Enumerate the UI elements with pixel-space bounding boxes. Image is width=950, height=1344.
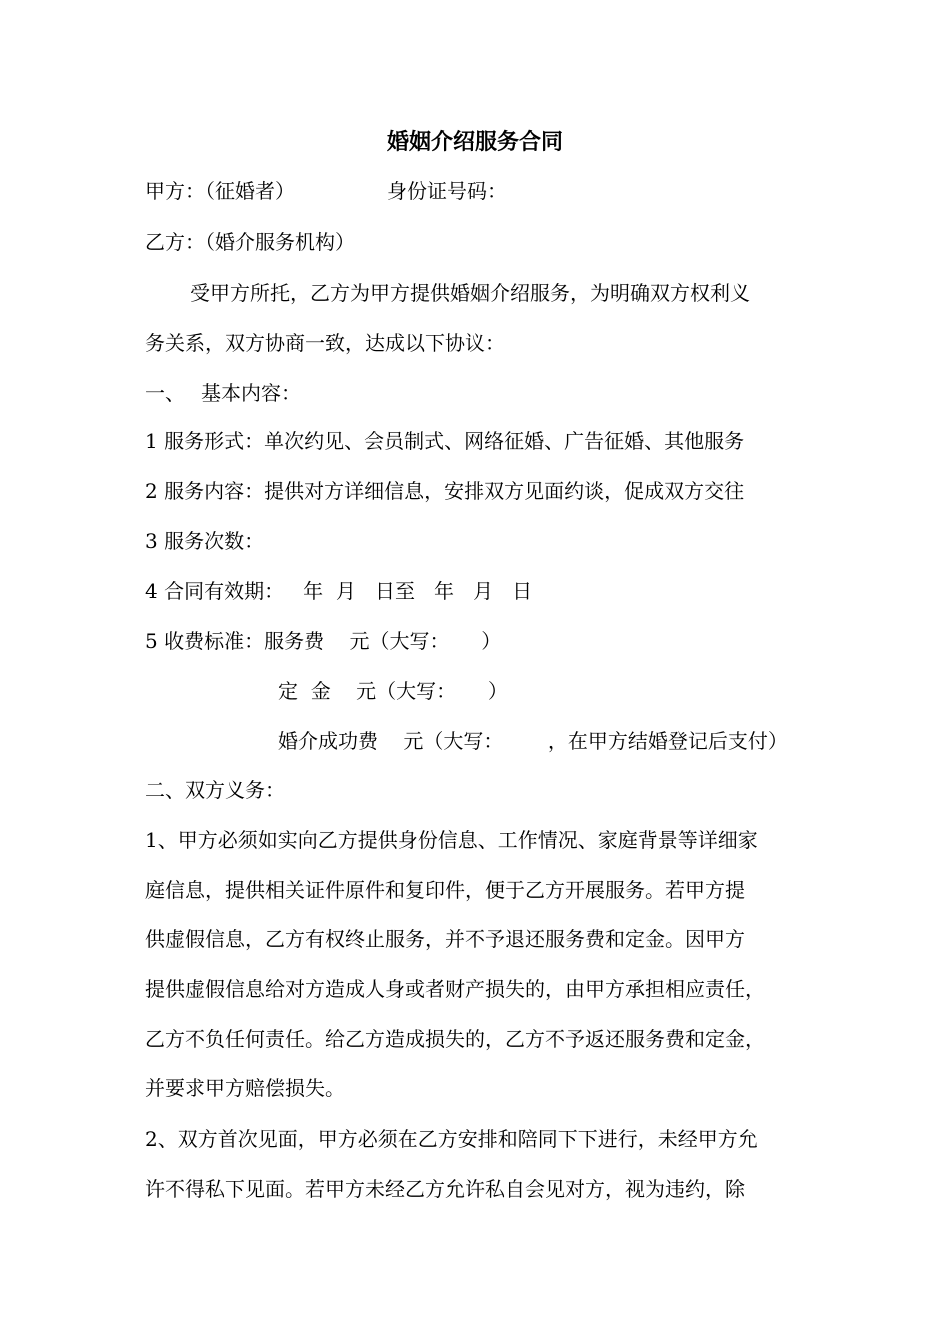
service-form-line: 1 服务形式：单次约见、会员制式、网络征婚、广告征婚、其他服务	[145, 429, 745, 453]
obligation-1-line: 庭信息，提供相关证件原件和复印件，便于乙方开展服务。若甲方提	[145, 878, 745, 902]
fee-deposit-line: 定 金 元（大写： ）	[278, 679, 508, 703]
party-a-label: 甲方：（征婚者）	[145, 179, 295, 203]
service-count-line: 3 服务次数：	[145, 529, 265, 553]
service-content-line: 2 服务内容：提供对方详细信息，安排双方见面约谈，促成双方交往	[145, 479, 745, 503]
party-b-line: 乙方：（婚介服务机构）	[145, 230, 355, 254]
obligation-1-line: 提供虚假信息给对方造成人身或者财产损失的，由甲方承担相应责任，	[145, 977, 765, 1001]
obligation-2-line: 许不得私下见面。若甲方未经乙方允许私自会见对方，视为违约，除	[145, 1177, 745, 1201]
party-a-line	[145, 178, 507, 204]
section2-heading: 二、双方义务：	[145, 778, 285, 802]
contract-validity-line: 4 合同有效期： 年 月 日至 年 月 日	[145, 579, 533, 603]
obligation-1-line: 供虚假信息，乙方有权终止服务，并不予退还服务费和定金。因甲方	[145, 927, 745, 951]
section1-heading-number: 一、	[145, 381, 185, 405]
intro-line-2: 务关系，双方协商一致，达成以下协议：	[145, 331, 505, 355]
section1-heading-text: 基本内容：	[201, 381, 301, 405]
obligation-1-line: 乙方不负任何责任。给乙方造成损失的，乙方不予返还服务费和定金，	[145, 1027, 765, 1051]
obligation-2-line: 2、双方首次见面，甲方必须在乙方安排和陪同下下进行，未经甲方允	[145, 1127, 758, 1151]
obligation-1-line: 1、甲方必须如实向乙方提供身份信息、工作情况、家庭背景等详细家	[145, 828, 758, 852]
party-a-id-label: 身份证号码：	[387, 179, 507, 203]
fee-service-line: 5 收费标准：服务费 元（大写： ）	[145, 629, 502, 653]
contract-title: 婚姻介绍服务合同	[386, 129, 563, 155]
fee-success-line: 婚介成功费 元（大写： ，在甲方结婚登记后支付）	[278, 729, 788, 753]
intro-line-1: 受甲方所托，乙方为甲方提供婚姻介绍服务，为明确双方权利义	[190, 281, 750, 305]
section1-heading	[145, 380, 301, 406]
obligation-1-line: 并要求甲方赔偿损失。	[145, 1076, 345, 1100]
